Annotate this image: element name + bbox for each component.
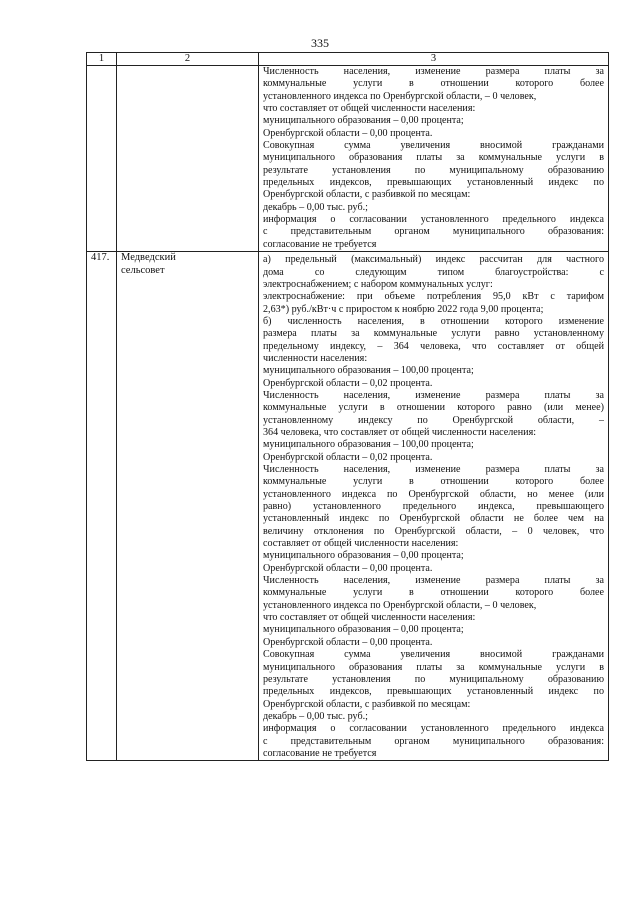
text-line: предельному индексу, – 364 человека, что составляет от общей [263,340,604,352]
text-line: Численность населения, изменение размера платы за [263,66,604,77]
text-line: что составляет от общей численности населения: [263,612,476,624]
text-line: установленного индекса по Оренбургской области, но менее (или [263,488,604,500]
row-index: 417. [87,252,117,761]
text-line: Оренбургской области, с разбивкой по месяцам: [263,189,471,201]
text-line: Оренбургской области – 0,02 процента. [263,377,433,389]
text-line: муниципального образования – 0,00 процента; [263,624,464,636]
text-line: муниципального образования – 0,00 процента; [263,115,464,127]
row-index [87,66,117,252]
header-cell-2: 2 [117,53,259,66]
text-line: предельных индексов, превышающих установленный индекс по [263,177,604,189]
text-line: муниципального образования платы за коммунальные услуги в [263,661,604,673]
text-line: муниципального образования платы за коммунальные услуги в [263,152,604,164]
text-line: Численность населения, изменение размера платы за [263,464,604,475]
text-line: 2,63*) руб./кВт·ч с приростом к ноябрю 2022 года 9,00 процента; [263,303,544,315]
text-line: б) численность населения, в отношении которого изменение [263,315,604,327]
text-line: что составляет от общей численности населения: [263,103,476,115]
text-line: информация о согласовании установленного предельного индекса [263,214,604,226]
text-line: коммунальные услуги в отношении которого более [263,587,604,599]
text-line: муниципального образования – 100,00 процента; [263,439,474,451]
text-line: величину отклонения по Оренбургской области, – 0 человек, что [263,525,604,537]
text-line: согласование не требуется [263,747,377,759]
text-line: результате установления по муниципальному образованию [263,164,604,176]
row-municipality-name [117,252,259,761]
text-line: муниципального образования – 100,00 процента; [263,365,474,377]
text-line: Численность населения, изменение размера платы за [263,575,604,587]
text-line: Оренбургской области, с разбивкой по месяцам: [263,698,471,710]
text-line: информация о согласовании установленного предельного индекса [263,723,604,735]
text-line: Совокупная сумма увеличения вносимой гражданами [263,649,604,661]
text-line: Численность населения, изменение размера платы за [263,389,604,401]
text-line: Оренбургской области – 0,00 процента. [263,127,433,139]
municipality-name-line: сельсовет [121,264,165,276]
row-description [259,252,609,761]
table-row [87,252,609,761]
row-municipality-name [117,66,259,252]
text-line: а) предельный (максимальный) индекс рассчитан для частного [263,254,604,266]
text-line: численности населения: [263,352,368,364]
header-cell-3: 3 [259,53,609,66]
text-line: дома со следующим типом благоустройства: с [263,266,604,278]
row-description [259,66,609,252]
text-line: декабрь – 0,00 тыс. руб.; [263,710,368,722]
text-line: Оренбургской области – 0,02 процента. [263,451,433,463]
text-line: установленного индекса по Оренбургской области, – 0 человек, [263,90,537,102]
municipality-name-line: Медведский [121,252,176,264]
header-cell-1: 1 [87,53,117,66]
text-line: размера платы за коммунальные услуги равно установленному [263,328,604,340]
text-line: коммунальные услуги в отношении которого равно (или менее) [263,402,604,414]
text-line: Оренбургской области – 0,00 процента. [263,636,433,648]
text-line: согласование не требуется [263,238,377,250]
text-line: установленного индекса по Оренбургской области, – 0 человек, [263,599,537,611]
text-line: составляет от общей численности населения: [263,538,459,550]
text-line: с представительным органом муниципального образования: [263,735,604,747]
document-table [86,52,609,761]
text-line: Совокупная сумма увеличения вносимой гражданами [263,140,604,152]
text-line: Оренбургской области – 0,00 процента. [263,562,433,574]
text-line: равно) установленного предельного индекса, превышающего [263,501,604,513]
text-line: муниципального образования – 0,00 процента; [263,550,464,562]
text-line: коммунальные услуги в отношении которого более [263,476,604,488]
text-line: электроснабжением; с набором коммунальных услуг: [263,278,493,290]
text-line: декабрь – 0,00 тыс. руб.; [263,201,368,213]
table-row [87,66,609,252]
page-number: 335 [311,36,329,50]
text-line: предельных индексов, превышающих установленный индекс по [263,686,604,698]
text-line: установленный индекс по Оренбургской области не более чем на [263,513,604,525]
text-line: 364 человека, что составляет от общей численности населения: [263,426,537,438]
text-line: результате установления по муниципальному образованию [263,673,604,685]
text-line: электроснабжение: при объеме потребления 95,0 кВт с тарифом [263,291,604,303]
table-header-row [87,53,609,66]
text-line: коммунальные услуги в отношении которого более [263,78,604,90]
text-line: установленному индексу по Оренбургской области, – [263,414,604,426]
text-line: с представительным органом муниципального образования: [263,226,604,238]
